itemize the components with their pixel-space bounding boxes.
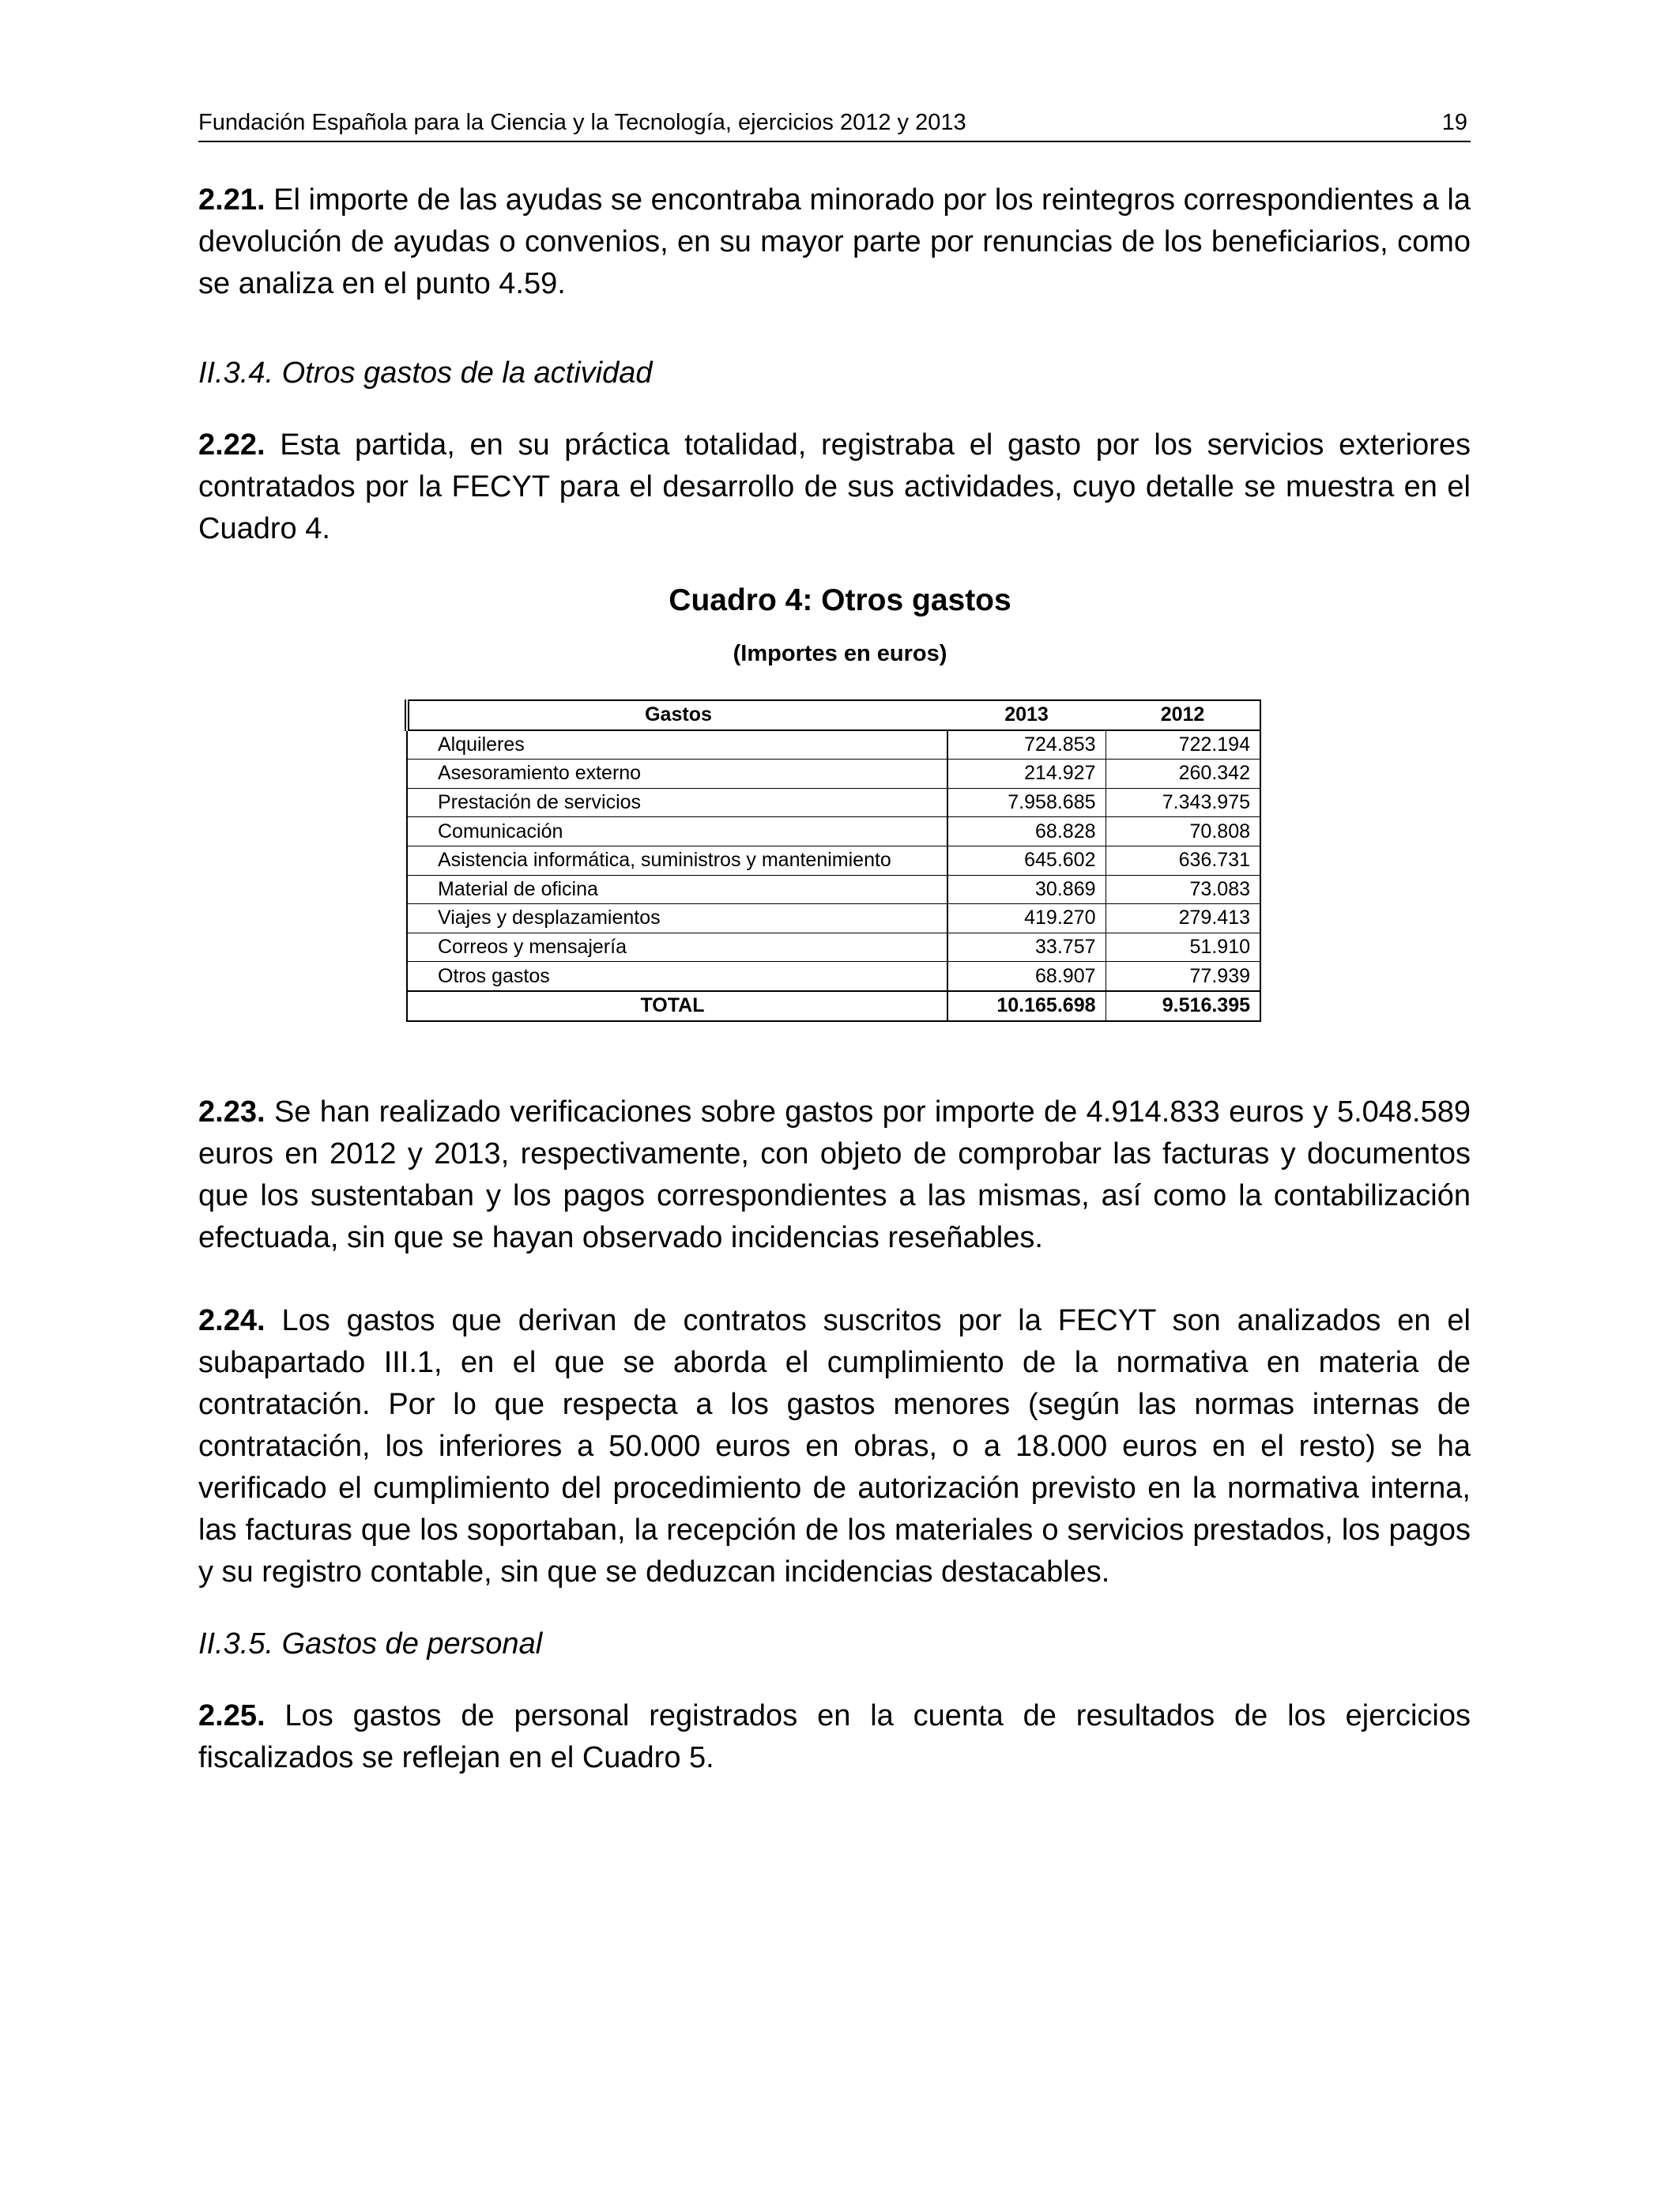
section-heading-2-3-5: II.3.5. Gastos de personal: [198, 1627, 543, 1661]
table-subcaption: (Importes en euros): [733, 641, 947, 666]
row-label: Prestación de servicios: [407, 788, 947, 817]
header-title: Fundación Española para la Ciencia y la Tecnología, ejercicios 2012 y 2013: [198, 110, 966, 135]
table-row: [407, 817, 1260, 846]
total-label: TOTAL: [407, 991, 947, 1021]
table-row: [407, 760, 1260, 789]
paragraph-text: Los gastos que derivan de contratos suscritos por la FECYT son analizados en el subapartado III.1, en el que se aborda el cumplimiento de la normativa en materia de contratación. Por lo que respecta a los gastos menores (según las normas internas de contratación, los inferiores a 50.000 euros en obras, o a 18.000 euros en el resto) se ha verificado el cumplimiento del procedimiento de autorización previsto en la normativa interna, las facturas que los soportaban, la recepción de los materiales o servicios prestados, los pagos y su registro contable, sin que se deduzcan incidencias destacables.: [198, 1304, 1471, 1589]
paragraph-2-23: [198, 1091, 1471, 1259]
value-2013: 7.958.685: [947, 788, 1106, 817]
value-2012: 70.808: [1106, 817, 1260, 846]
column-header-2012: 2012: [1106, 700, 1260, 730]
paragraph-text: El importe de las ayudas se encontraba minorado por los reintegros correspondientes a la devolución de ayudas o convenios, en su mayor parte por renuncias de los beneficiarios, como se analiza en el punto 4.59.: [198, 183, 1471, 300]
paragraph-number: 2.23.: [198, 1095, 266, 1129]
total-2013: 10.165.698: [947, 991, 1106, 1021]
paragraph-2-21: [198, 179, 1471, 305]
page-header: [198, 107, 1471, 142]
table-row: [407, 875, 1260, 904]
value-2012: 7.343.975: [1106, 788, 1260, 817]
paragraph-number: 2.22.: [198, 428, 266, 462]
row-label: Alquileres: [407, 730, 947, 760]
paragraph-number: 2.25.: [198, 1699, 266, 1732]
paragraph-text: Los gastos de personal registrados en la cuenta de resultados de los ejercicios fiscalizados se reflejan en el Cuadro 5.: [198, 1699, 1471, 1774]
value-2013: 30.869: [947, 875, 1106, 904]
value-2013: 33.757: [947, 933, 1106, 962]
table-total-row: [407, 991, 1260, 1021]
table-row: [407, 962, 1260, 991]
page-number: 19: [1441, 110, 1467, 135]
value-2012: 77.939: [1106, 962, 1260, 991]
paragraph-2-22: [198, 424, 1471, 550]
paragraph-text: Esta partida, en su práctica totalidad, registraba el gasto por los servicios exteriores contratados por la FECYT para el desarrollo de sus actividades, cuyo detalle se muestra en el Cuadro 4.: [198, 428, 1471, 545]
table-row: [407, 846, 1260, 875]
table-row: [407, 788, 1260, 817]
row-label: Correos y mensajería: [407, 933, 947, 962]
value-2012: 51.910: [1106, 933, 1260, 962]
value-2012: 73.083: [1106, 875, 1260, 904]
row-label: Asistencia informática, suministros y mantenimiento: [407, 846, 947, 875]
value-2013: 68.907: [947, 962, 1106, 991]
section-heading-2-3-4: II.3.4. Otros gastos de la actividad: [198, 356, 653, 390]
table-header-row: [407, 700, 1260, 730]
value-2012: 636.731: [1106, 846, 1260, 875]
value-2012: 260.342: [1106, 760, 1260, 789]
row-label: Asesoramiento externo: [407, 760, 947, 789]
column-header-2013: 2013: [947, 700, 1106, 730]
value-2013: 419.270: [947, 904, 1106, 933]
row-label: Otros gastos: [407, 962, 947, 991]
table-row: [407, 904, 1260, 933]
row-label: Viajes y desplazamientos: [407, 904, 947, 933]
expenses-table: [405, 699, 1261, 1022]
paragraph-2-25: [198, 1695, 1471, 1779]
value-2013: 724.853: [947, 730, 1106, 760]
value-2013: 645.602: [947, 846, 1106, 875]
table-caption: Cuadro 4: Otros gastos: [669, 583, 1011, 617]
value-2012: 279.413: [1106, 904, 1260, 933]
paragraph-text: Se han realizado verificaciones sobre gastos por importe de 4.914.833 euros y 5.048.589 euros en 2012 y 2013, respectivamente, con objeto de comprobar las facturas y documentos que los sustentaban y los pagos correspondientes a las mismas, así como la contabilización efectuada, sin que se hayan observado incidencias reseñables.: [198, 1095, 1471, 1254]
value-2013: 68.828: [947, 817, 1106, 846]
table-row: [407, 933, 1260, 962]
row-label: Comunicación: [407, 817, 947, 846]
paragraph-2-24: [198, 1300, 1471, 1593]
table-row: [407, 730, 1260, 760]
total-2012: 9.516.395: [1106, 991, 1260, 1021]
row-label: Material de oficina: [407, 875, 947, 904]
paragraph-number: 2.21.: [198, 183, 266, 217]
value-2012: 722.194: [1106, 730, 1260, 760]
paragraph-number: 2.24.: [198, 1304, 266, 1337]
column-header-gastos: Gastos: [407, 700, 947, 730]
value-2013: 214.927: [947, 760, 1106, 789]
